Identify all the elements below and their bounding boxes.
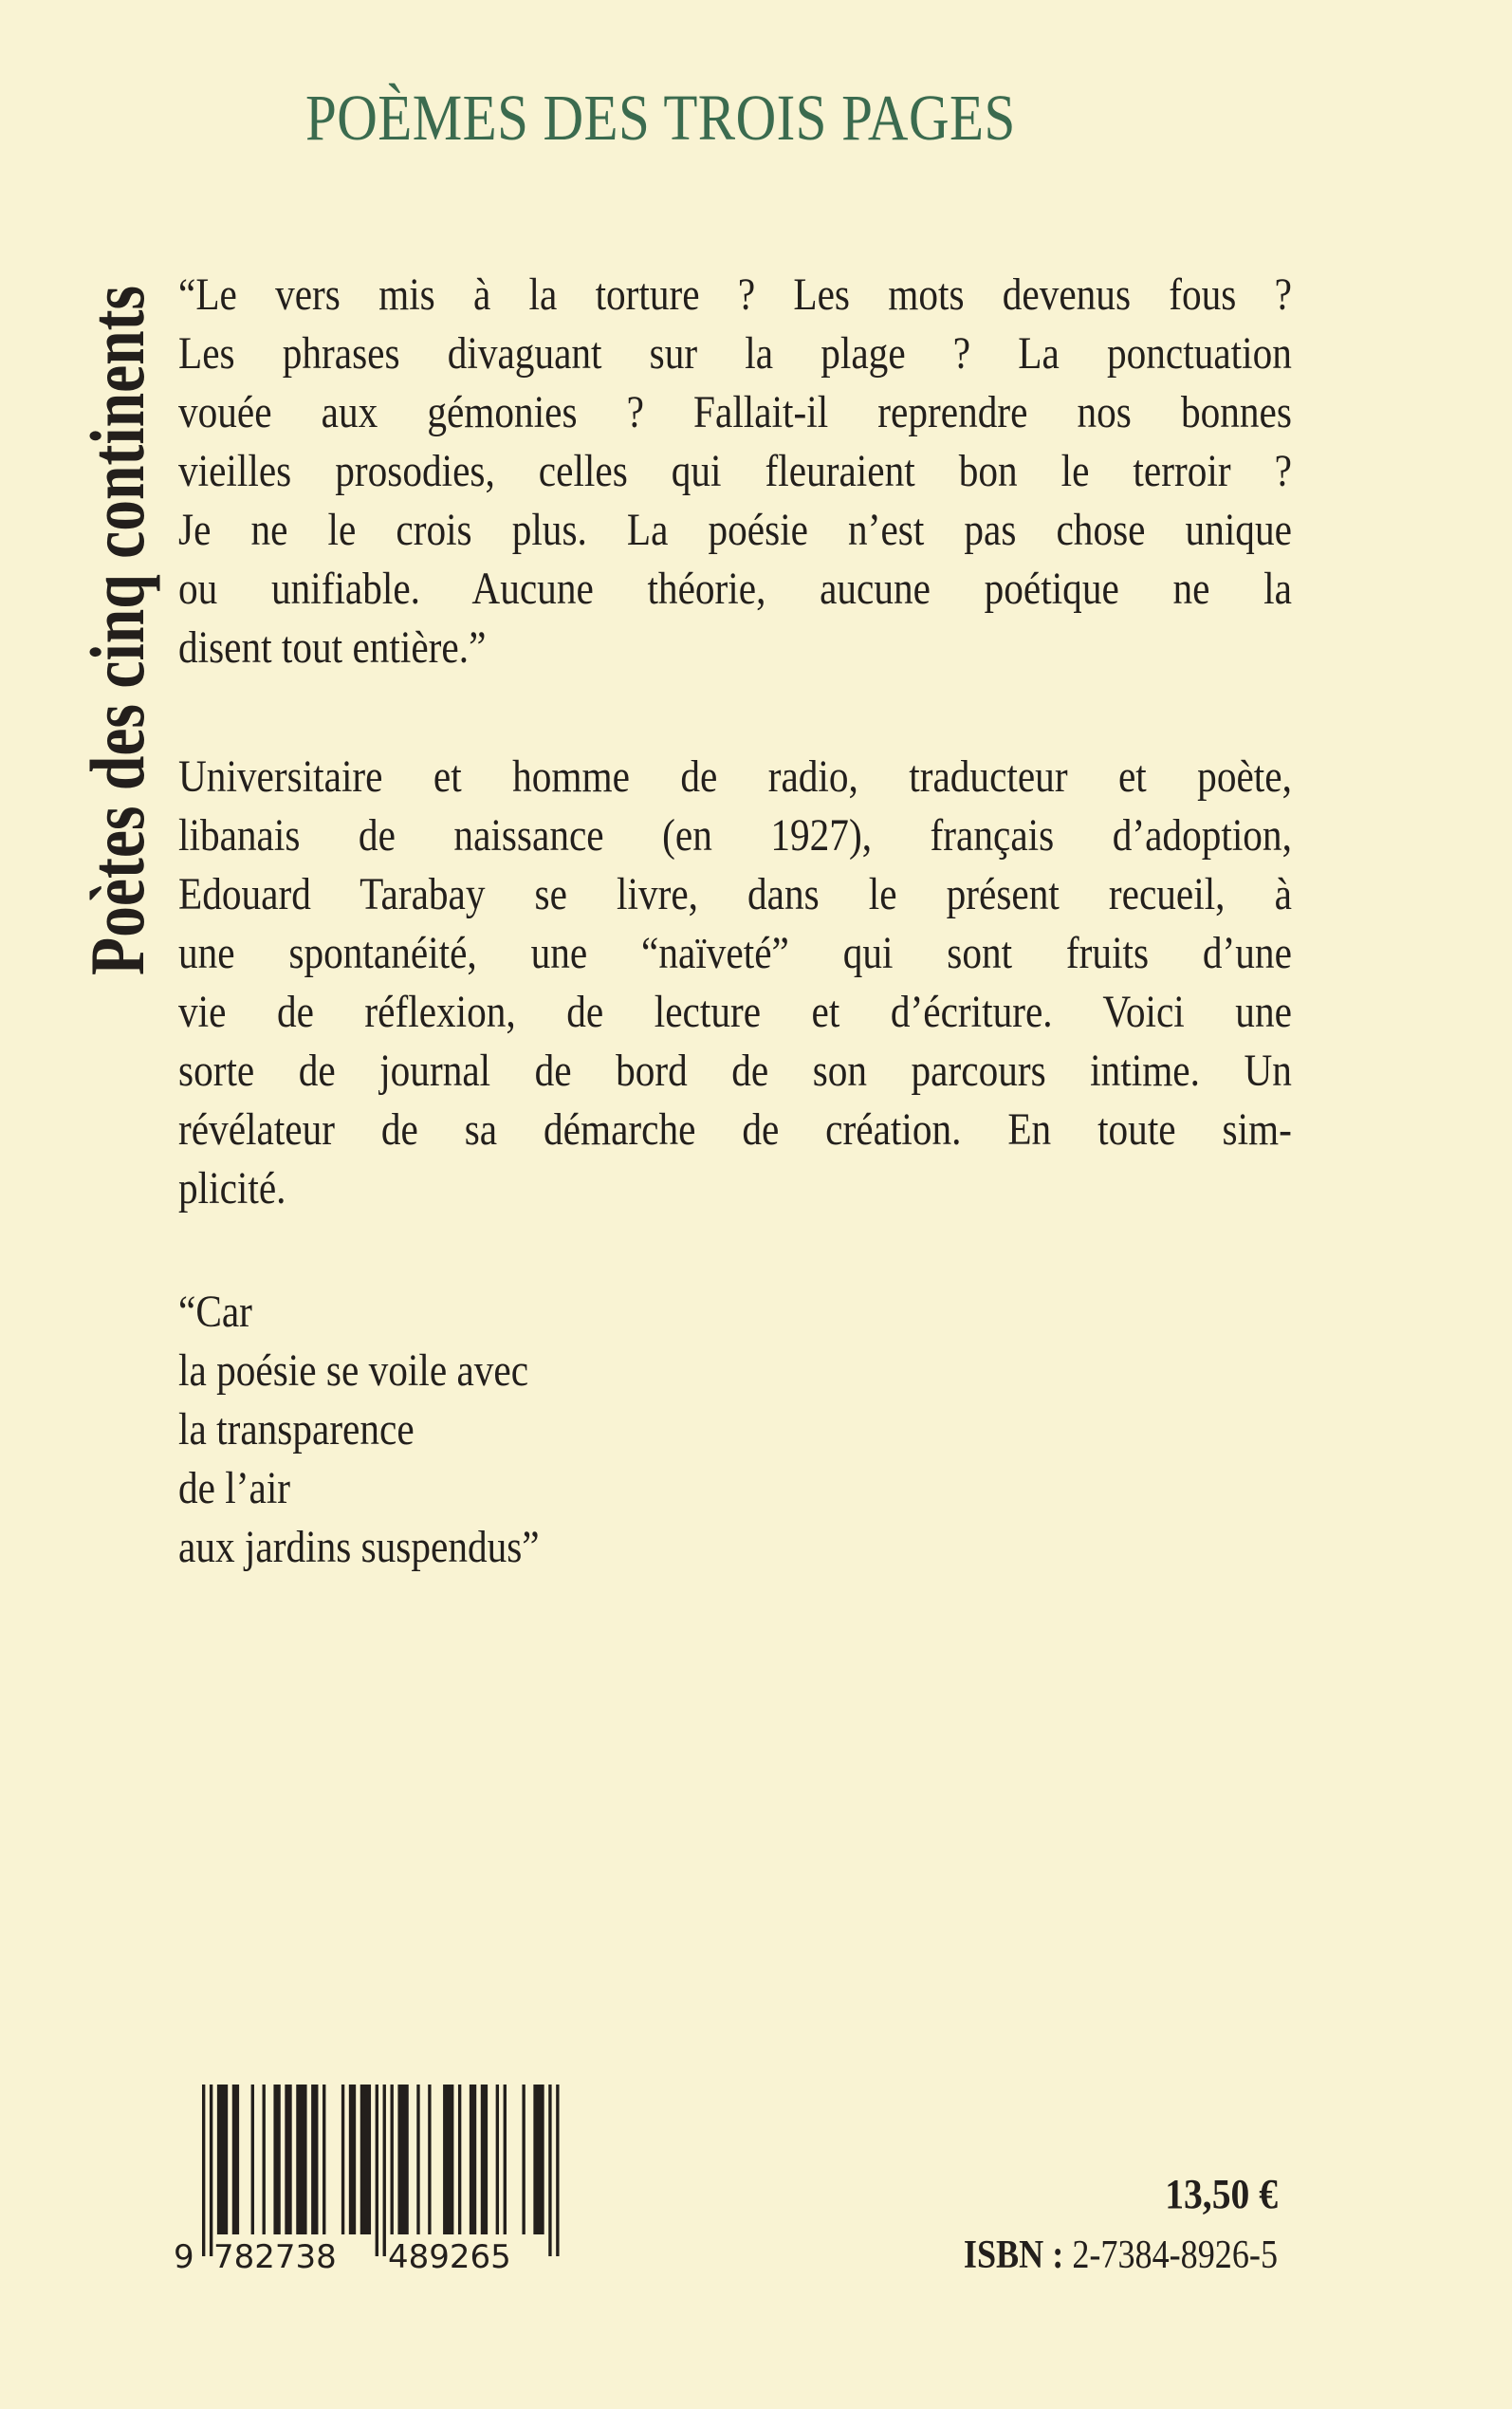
series-spine-title: Poètes des cinq continents — [74, 285, 160, 976]
book-title: POÈMES DES TROIS PAGES — [305, 82, 1016, 154]
poem-line: aux jardins suspendus” — [178, 1522, 540, 1572]
isbn-number: 2-7384-8926-5 — [1072, 2233, 1278, 2277]
barcode-bar — [360, 2085, 371, 2234]
isbn-label: ISBN : — [963, 2233, 1064, 2277]
paragraph-line: Je ne le crois plus. La poésie n’est pas chose unique — [178, 505, 1292, 555]
barcode-guard-bar — [202, 2085, 205, 2256]
paragraph-line: sorte de journal de bord de son parcours intime. Un — [178, 1046, 1292, 1096]
poem-line: la transparence — [178, 1404, 415, 1455]
barcode-bar — [341, 2085, 344, 2234]
ean13-barcode — [171, 2078, 588, 2282]
poem-excerpt — [178, 1283, 1292, 1577]
barcode-bar — [323, 2085, 325, 2234]
barcode-bar — [285, 2085, 291, 2234]
paragraph-line: Les phrases divaguant sur la plage ? La ponctuation — [178, 328, 1292, 379]
barcode-guard-bar — [548, 2085, 551, 2256]
blurb-paragraph-1 — [178, 266, 1292, 677]
barcode-guard-bar — [383, 2085, 386, 2256]
paragraph-line: vieilles prosodies, celles qui fleuraient bon le terroir ? — [178, 446, 1292, 496]
paragraph-line: une spontanéité, une “naïveté” qui sont fruits d’une — [178, 928, 1292, 978]
poem-line: la poésie se voile avec — [178, 1345, 529, 1396]
barcode-bar — [522, 2085, 525, 2234]
blurb-paragraph-2 — [178, 748, 1292, 1218]
barcode-guard-bar — [376, 2085, 378, 2256]
barcode-first-digit: 9 — [174, 2238, 194, 2276]
barcode-bar — [481, 2085, 488, 2234]
barcode-left-digits: 782738 — [213, 2238, 337, 2276]
barcode-bar — [443, 2085, 453, 2234]
paragraph-line: révélateur de sa démarche de création. En toute sim- — [178, 1104, 1292, 1155]
poem-line: de l’air — [178, 1463, 291, 1513]
barcode-bar — [428, 2085, 431, 2234]
barcode-guard-bar — [556, 2085, 559, 2256]
barcode-bar — [311, 2085, 318, 2234]
barcode-bar — [232, 2085, 239, 2234]
paragraph-line: vouée aux gémonies ? Fallait-il reprendre nos bonnes — [178, 387, 1292, 437]
paragraph-line: libanais de naissance (en 1927), français d’adoption, — [178, 810, 1292, 861]
barcode-bar — [416, 2085, 419, 2234]
barcode-graphic — [171, 2078, 588, 2282]
barcode-bar — [349, 2085, 356, 2234]
barcode-bar — [273, 2085, 280, 2234]
paragraph-line: vie de réflexion, de lecture et d’écriture. Voici une — [178, 987, 1292, 1037]
barcode-guard-bar — [210, 2085, 212, 2256]
paragraph-line: Universitaire et homme de radio, traducteur et poète, — [178, 751, 1292, 802]
barcode-bar — [397, 2085, 408, 2234]
barcode-bar — [458, 2085, 461, 2234]
barcode-bar — [391, 2085, 394, 2234]
poem-line: “Car — [178, 1287, 252, 1337]
paragraph-line: plicité. — [178, 1163, 286, 1214]
barcode-bars — [202, 2085, 560, 2256]
barcode-right-digits: 489265 — [388, 2238, 511, 2276]
barcode-bar — [504, 2085, 507, 2234]
paragraph-line: “Le vers mis à la torture ? Les mots devenus fous ? — [178, 269, 1292, 320]
price-label: 13,50 € — [1165, 2171, 1278, 2217]
barcode-bar — [296, 2085, 306, 2234]
barcode-bar — [496, 2085, 499, 2234]
paragraph-line: disent tout entière.” — [178, 622, 487, 673]
paragraph-line: Edouard Tarabay se livre, dans le présent recueil, à — [178, 869, 1292, 919]
barcode-bar — [470, 2085, 476, 2234]
barcode-bar — [263, 2085, 266, 2234]
barcode-bar — [251, 2085, 254, 2234]
barcode-bar — [533, 2085, 544, 2234]
paragraph-line: ou unifiable. Aucune théorie, aucune poétique ne la — [178, 564, 1292, 614]
barcode-bar — [217, 2085, 228, 2234]
isbn-line — [964, 2232, 1278, 2279]
